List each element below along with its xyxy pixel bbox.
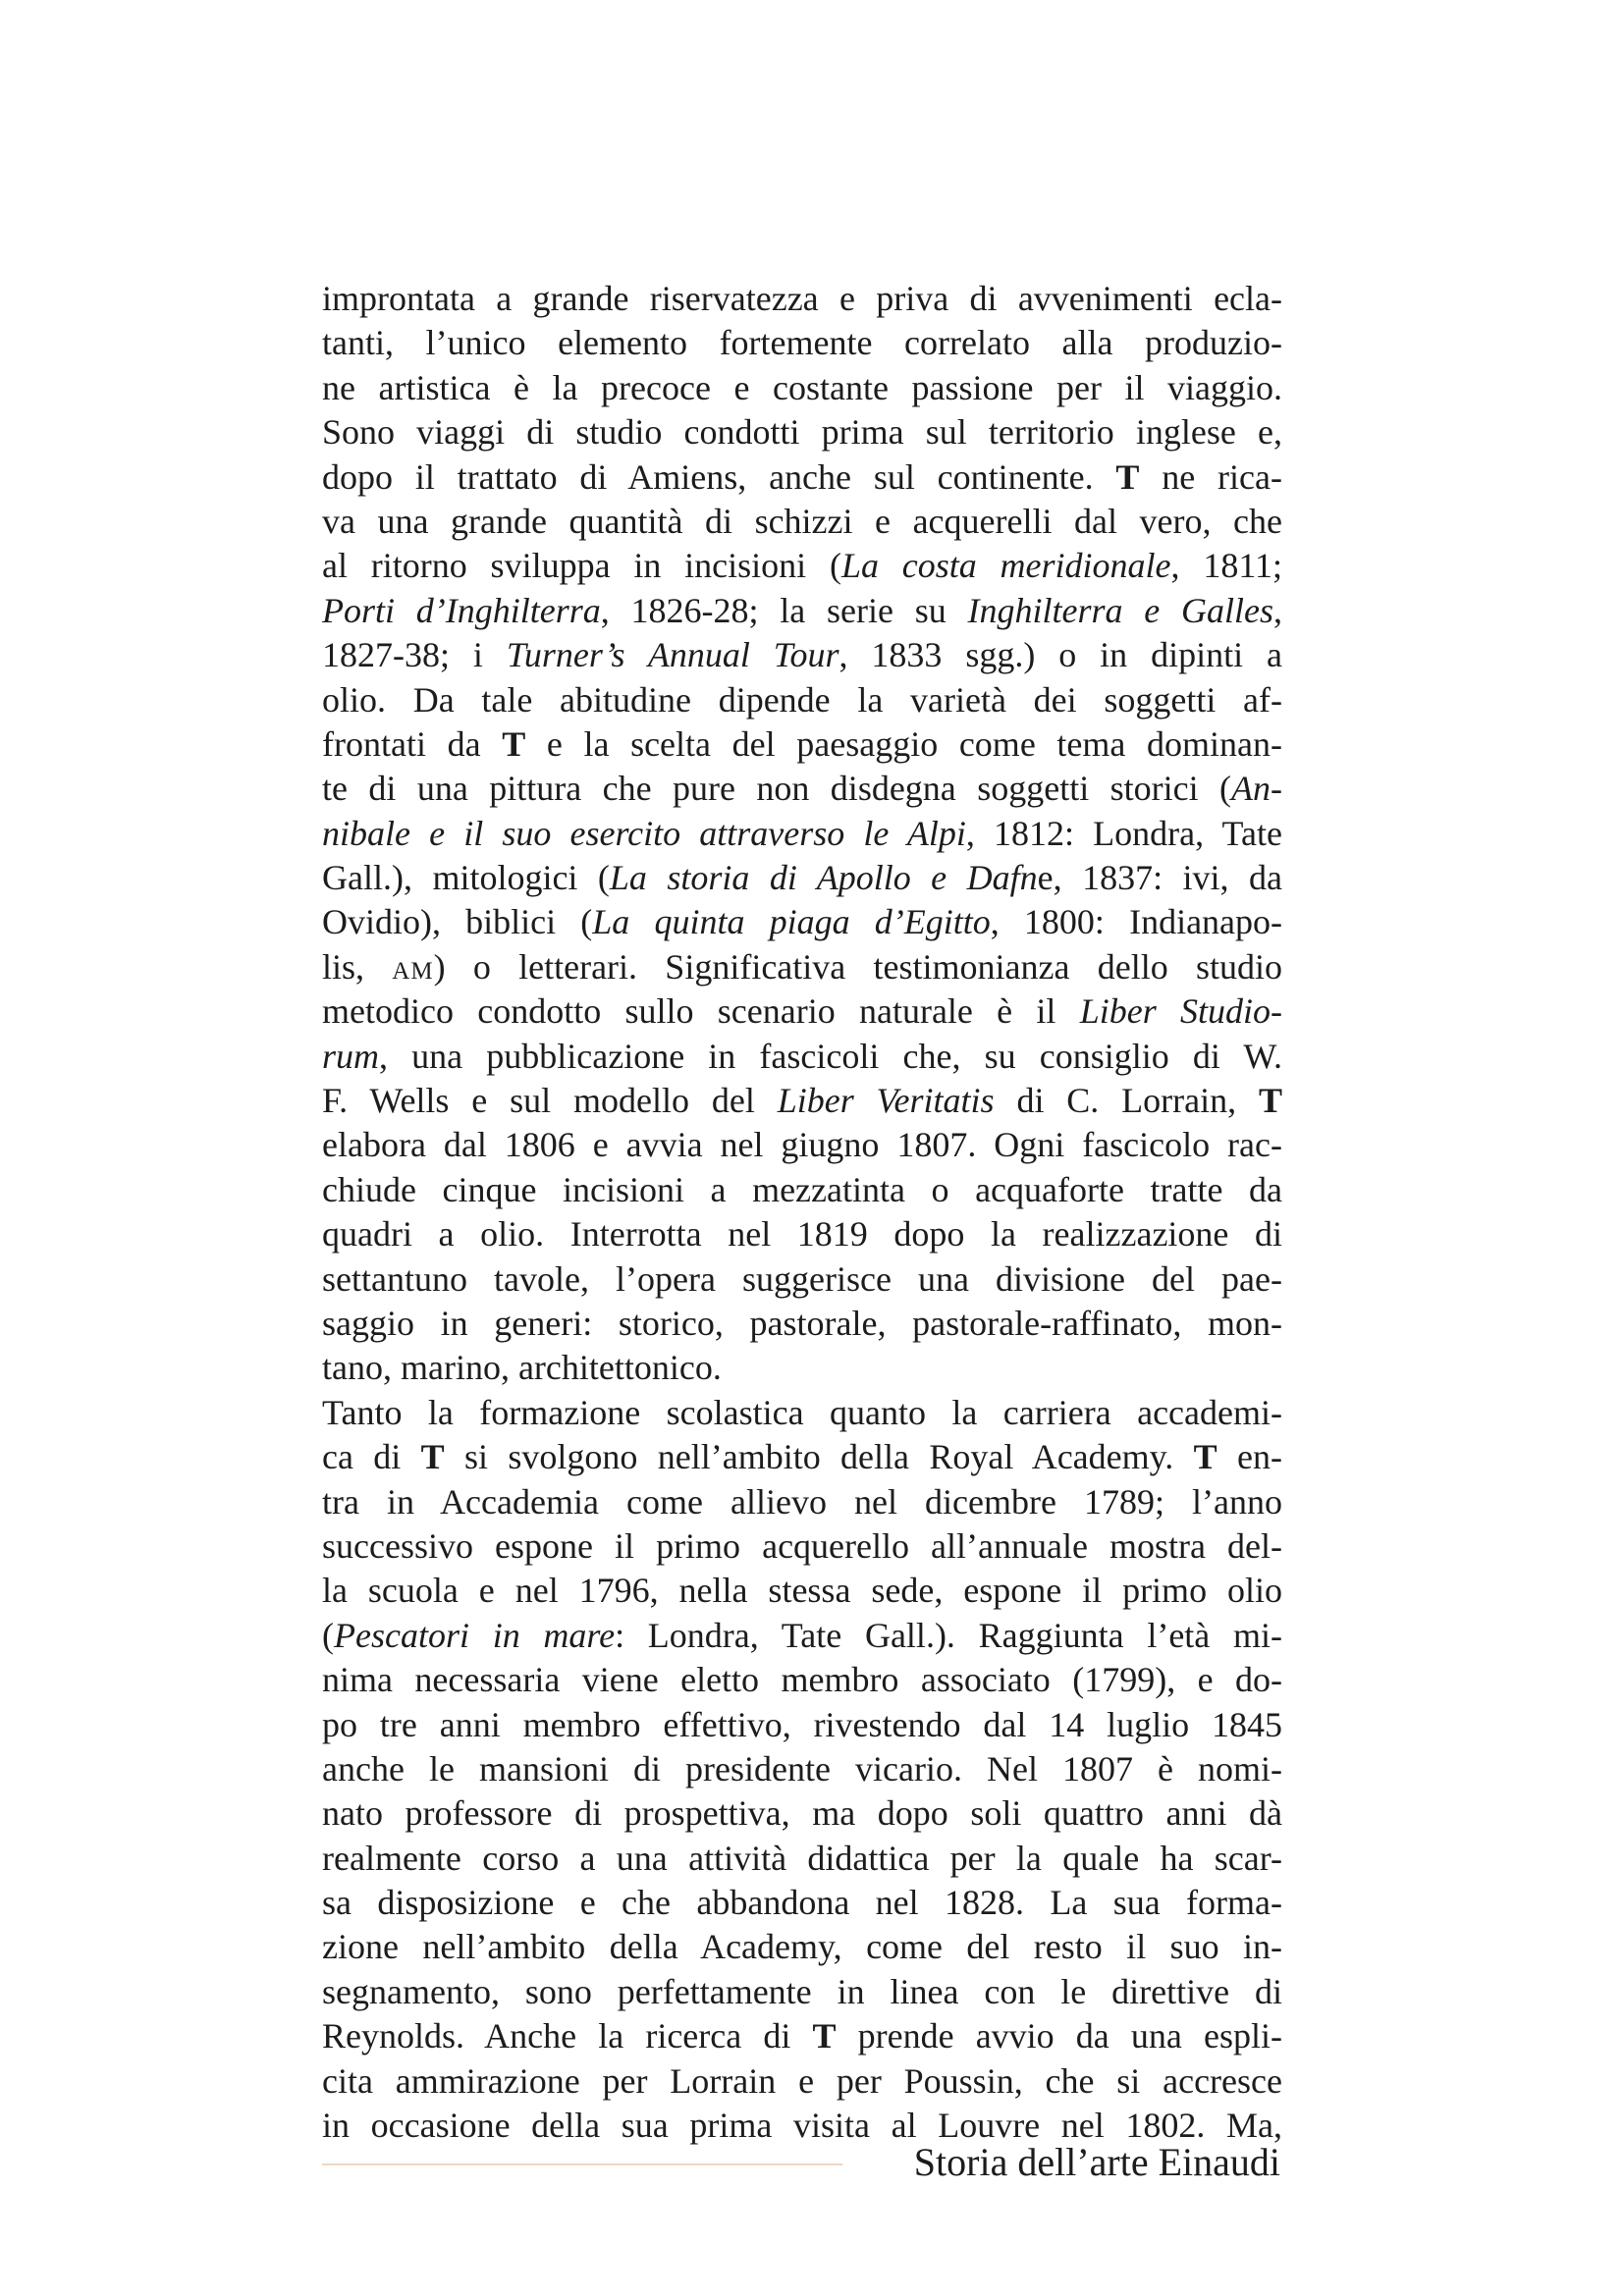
text-line-16: lis, am) o letterari. Significativa testimonianza dello studio	[322, 946, 1283, 987]
artist-initial: T	[1193, 1437, 1217, 1477]
text-line-9: 1827-38; i Turner’s Annual Tour, 1833 sgg.) o in dipinti a	[322, 635, 1282, 675]
text-line-17: metodico condotto sullo scenario naturale è il Liber Studio-	[322, 991, 1282, 1032]
text-line-12: te di una pittura che pure non disdegna soggetti storici (An-	[322, 769, 1282, 809]
work-title: Liber Studio-	[1079, 991, 1282, 1032]
work-title: Turner’s Annual Tour	[506, 635, 839, 675]
text-line-14: Gall.), mitologici (La storia di Apollo e Dafne, 1837: ivi, da	[322, 858, 1282, 898]
text-line-30: la scuola e nel 1796, nella stessa sede, espone il primo olio	[322, 1571, 1282, 1611]
text-line-18: rum, una pubblicazione in fascicoli che, su consiglio di W.	[322, 1036, 1282, 1076]
work-title: La costa meridionale	[840, 546, 1171, 586]
work-title: Inghilterra e Galles	[967, 590, 1274, 630]
text-line-7: al ritorno sviluppa in incisioni (La costa meridionale, 1811;	[322, 546, 1282, 586]
text-line-38: zione nell’ambito della Academy, come del resto il suo in-	[322, 1927, 1282, 1967]
text-line-19: F. Wells e sul modello del Liber Veritatis di C. Lorrain, T	[322, 1081, 1282, 1121]
text-line-33: po tre anni membro effettivo, rivestendo dal 14 luglio 1845	[322, 1704, 1282, 1744]
text-line-40: Reynolds. Anche la ricerca di T prende avvio da una espli-	[322, 2016, 1282, 2056]
footer-rule	[322, 2163, 842, 2165]
work-title: Porti d’Inghilterra	[322, 590, 601, 630]
text-line-4: Sono viaggi di studio condotti prima sul territorio inglese e,	[322, 412, 1282, 453]
text-line-5: dopo il trattato di Amiens, anche sul continente. T ne rica-	[322, 456, 1282, 497]
text-line-32: nima necessaria viene eletto membro associato (1799), e do-	[322, 1660, 1282, 1700]
text-line-8: Porti d’Inghilterra, 1826-28; la serie su Inghilterra e Galles,	[322, 590, 1283, 630]
museum-abbrev: am	[392, 946, 434, 987]
work-title: rum	[322, 1036, 380, 1076]
text-line-3: ne artistica è la precoce e costante passione per il viaggio.	[322, 367, 1282, 407]
text-line-42: in occasione della sua prima visita al Louvre nel 1802. Ma,	[322, 2106, 1282, 2146]
work-title: Liber Veritatis	[777, 1081, 995, 1121]
text-line-20: elabora dal 1806 e avvia nel giugno 1807. Ogni fascicolo rac-	[322, 1125, 1282, 1165]
artist-initial: T	[1115, 456, 1140, 497]
artist-initial: T	[420, 1437, 445, 1477]
text-line-27: ca di T si svolgono nell’ambito della Royal Academy. T en-	[322, 1437, 1282, 1477]
artist-initial: T	[812, 2016, 837, 2056]
footer-publication-title: Storia dell’arte Einaudi	[913, 2140, 1280, 2184]
work-title: La quinta piaga d’Egitto	[592, 902, 991, 942]
text-line-37: sa disposizione e che abbandona nel 1828. La sua forma-	[322, 1883, 1282, 1923]
text-line-28: tra in Accademia come allievo nel dicembre 1789; l’anno	[322, 1481, 1282, 1522]
text-line-1: improntata a grande riservatezza e priva di avvenimenti ecla-	[322, 279, 1282, 318]
artist-initial: T	[502, 723, 526, 764]
work-title: Pescatori in mare	[334, 1615, 616, 1655]
text-line-34: anche le mansioni di presidente vicario. Nel 1807 è nomi-	[322, 1748, 1282, 1789]
text-line-23: settantuno tavole, l’opera suggerisce una divisione del pae-	[322, 1258, 1282, 1299]
work-title: An-	[1231, 769, 1282, 809]
text-line-29: successivo espone il primo acquerello all’annuale mostra del-	[322, 1525, 1282, 1566]
text-line-2: tanti, l’unico elemento fortemente correlato alla produzio-	[322, 323, 1282, 363]
body-text	[322, 277, 1282, 2148]
text-line-15: Ovidio), biblici (La quinta piaga d’Egitto, 1800: Indianapo-	[322, 902, 1283, 942]
text-line-39: segnamento, sono perfettamente in linea con le direttive di	[322, 1971, 1282, 2011]
work-title: La storia di Apollo e Dafn	[609, 858, 1038, 898]
text-line-26: Tanto la formazione scolastica quanto la carriera accademi-	[322, 1392, 1282, 1432]
text-line-10: olio. Da tale abitudine dipende la varietà dei soggetti af-	[322, 679, 1282, 720]
text-line-22: quadri a olio. Interrotta nel 1819 dopo la realizzazione di	[322, 1214, 1282, 1255]
work-title: nibale e il suo esercito attraverso le Alpi	[322, 813, 966, 853]
text-line-25: tano, marino, architettonico.	[322, 1348, 722, 1388]
text-line-35: nato professore di prospettiva, ma dopo soli quattro anni dà	[322, 1793, 1282, 1834]
text-line-6: va una grande quantità di schizzi e acquerelli dal vero, che	[322, 501, 1282, 541]
text-line-41: cita ammirazione per Lorrain e per Poussin, che si accresce	[322, 2060, 1282, 2101]
text-line-31: (Pescatori in mare: Londra, Tate Gall.). Raggiunta l’età mi-	[322, 1615, 1282, 1655]
text-line-24: saggio in generi: storico, pastorale, pastorale-raffinato, mon-	[322, 1303, 1282, 1343]
text-line-13: nibale e il suo esercito attraverso le Alpi, 1812: Londra, Tate	[322, 813, 1282, 853]
artist-initial: T	[1258, 1081, 1282, 1121]
text-line-21: chiude cinque incisioni a mezzatinta o acquaforte tratte da	[322, 1169, 1282, 1209]
text-line-36: realmente corso a una attività didattica per la quale ha scar-	[322, 1838, 1282, 1878]
text-line-11: frontati da T e la scelta del paesaggio come tema dominan-	[322, 723, 1282, 764]
